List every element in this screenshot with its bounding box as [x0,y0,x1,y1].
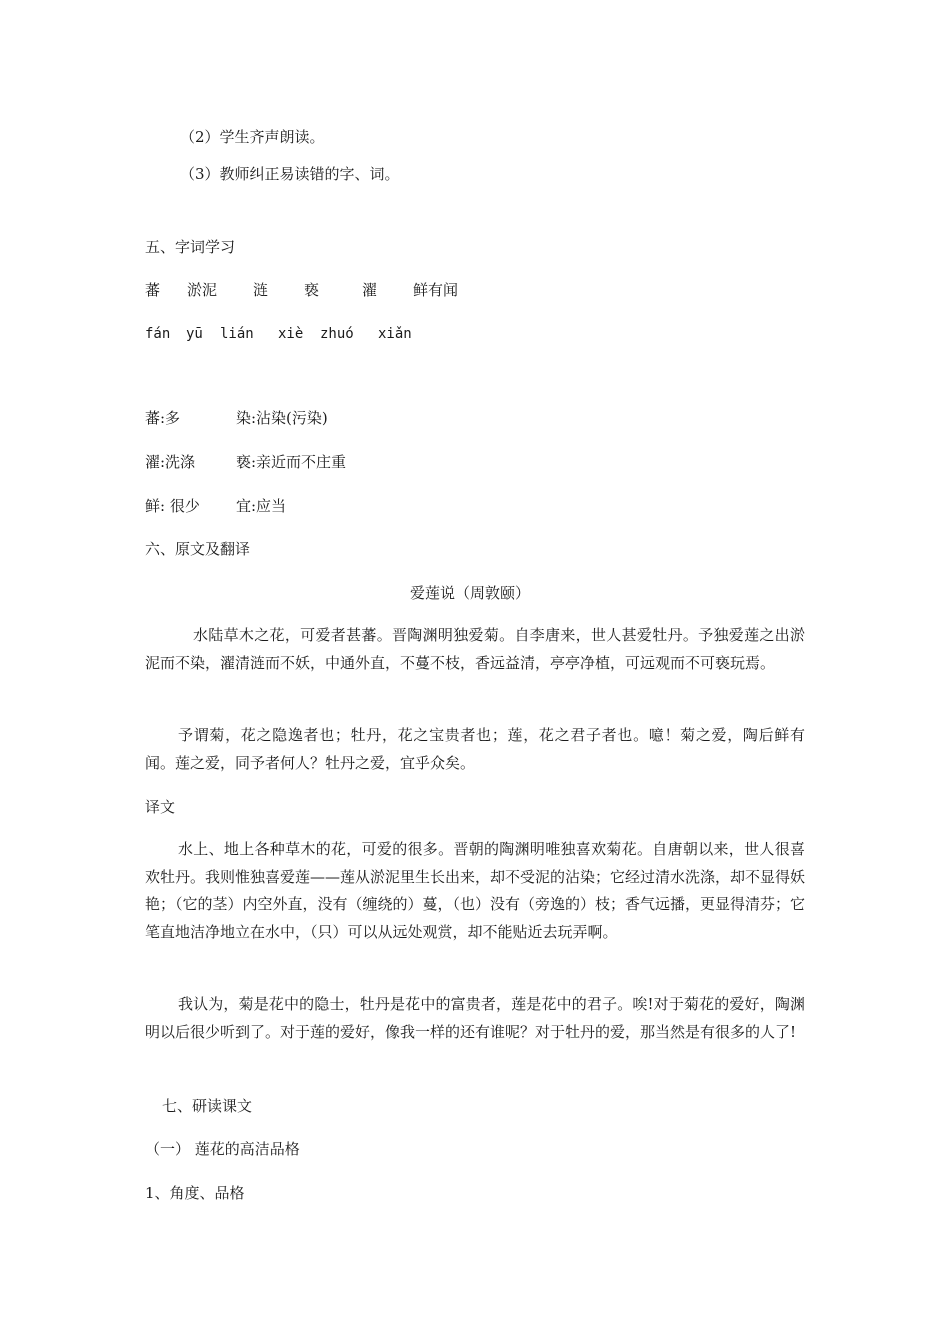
list-item: 1、角度、品格 [145,1184,245,1202]
translation-label: 译文 [145,798,176,816]
vocab-word: 鲜有闻 [413,281,459,299]
definition: 蕃:多 [145,409,181,427]
vocab-word: 淤泥 [187,281,218,299]
pinyin: fán [145,326,171,342]
vocab-word: 蕃 [145,281,161,299]
translation-paragraph-1: 水上、地上各种草木的花，可爱的很多。晋朝的陶渊明唯独喜欢菊花。自唐朝以来，世人很喜欢牡丹。我则惟独喜爱莲——莲从淤泥里生长出来，却不受泥的沾染；它经过清水洗涤，却不显得妖艳；（它的茎）内空外直，没有（缠绕的）蔓，（也）没有（旁逸的）枝；香气远播，更显得清芬；它笔直地洁净地立在水中，（只）可以从远处观赏，却不能贴近去玩弄啊。 [145,840,806,941]
definition: 濯:洗涤 [145,453,196,471]
section-6-heading: 六、原文及翻译 [145,540,251,558]
step-3: （3）教师纠正易读错的字、词。 [180,165,400,183]
subsection-heading: （一） 莲花的高洁品格 [145,1140,300,1158]
vocab-word: 濯 [362,281,378,299]
vocab-word: 涟 [253,281,269,299]
vocab-word: 亵 [304,281,320,299]
definition: 染:沾染(污染) [236,409,328,427]
translation-paragraph-2: 我认为，菊是花中的隐士，牡丹是花中的富贵者，莲是花中的君子。唉!对于菊花的爱好，陶渊明以后很少听到了。对于莲的爱好，像我一样的还有谁呢？对于牡丹的爱，那当然是有很多的人了! [145,995,805,1041]
article-title: 爱莲说（周敦颐） [410,584,531,602]
pinyin: xiè [278,326,304,342]
original-paragraph-2: 予谓菊，花之隐逸者也；牡丹，花之宝贵者也；莲，花之君子者也。噫！菊之爱，陶后鲜有闻。莲之爱，同予者何人？牡丹之爱，宜乎众矣。 [145,726,805,772]
definition: 亵:亲近而不庄重 [236,453,347,471]
section-7-heading: 七、研读课文 [162,1097,253,1115]
pinyin: lián [220,326,254,342]
original-paragraph-1: 水陆草木之花，可爱者甚蕃。晋陶渊明独爱菊。自李唐来，世人甚爱牡丹。予独爱莲之出淤泥而不染，濯清涟而不妖，中通外直，不蔓不枝，香远益清，亭亭净植，可远观而不可亵玩焉。 [145,626,805,672]
section-5-heading: 五、字词学习 [145,238,236,256]
pinyin: zhuó [320,326,354,342]
definition: 鲜: 很少 [145,497,200,515]
pinyin: yū [186,326,203,342]
step-2: （2）学生齐声朗读。 [180,128,325,146]
pinyin: xiǎn [378,326,412,342]
definition: 宜:应当 [236,497,287,515]
